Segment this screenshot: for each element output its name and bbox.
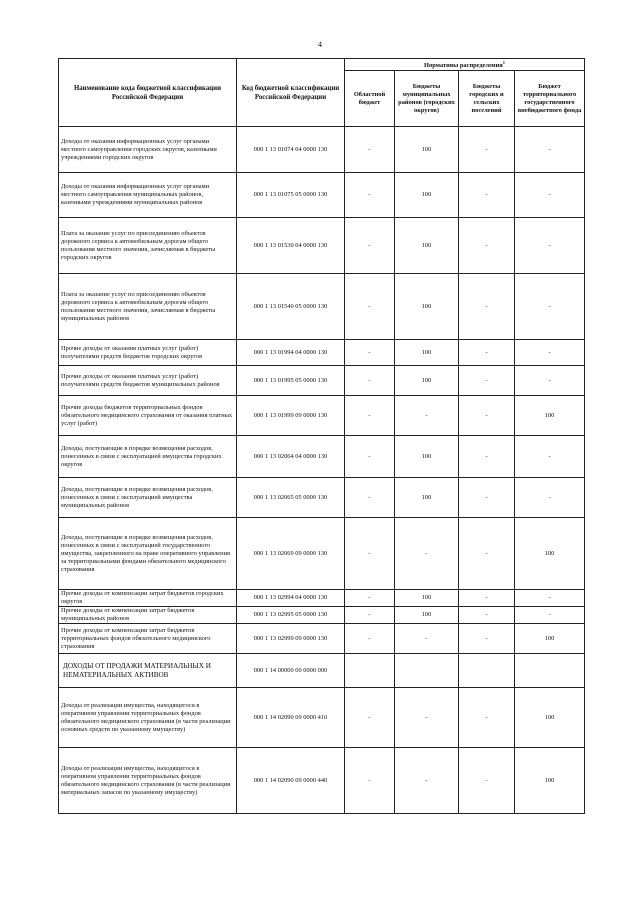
header-norms-title: Нормативы распределения bbox=[424, 62, 503, 70]
row-regional-value: - bbox=[345, 274, 395, 340]
row-regional-value: - bbox=[345, 590, 395, 607]
row-municipal-value: 100 bbox=[395, 218, 459, 274]
row-name: Прочие доходы от оказания платных услуг (работ) получателями средств бюджетов муниципальных районов bbox=[59, 366, 237, 396]
page-number: 4 bbox=[318, 40, 322, 49]
row-settlement-value: - bbox=[459, 340, 515, 366]
row-code: 000 1 13 01995 05 0000 130 bbox=[237, 366, 345, 396]
row-name: Доходы от реализации имущества, находящегося в оперативном управлении территориальных фондов обязательного медицинского страхования (в части реализации основных средств по указанному имуществу) bbox=[59, 688, 237, 748]
row-fund-value: - bbox=[515, 173, 585, 218]
row-municipal-value: - bbox=[395, 518, 459, 590]
row-name: Доходы, поступающие в порядке возмещения расходов, понесенных в связи с эксплуатацией государственного имущества, закрепленного на праве оперативного управления за территориальными фондами обязательного медицинского страхования bbox=[59, 518, 237, 590]
row-name: Прочие доходы от компенсации затрат бюджетов муниципальных районов bbox=[59, 607, 237, 624]
row-name: Прочие доходы бюджетов территориальных фондов обязательного медицинского страхования от оказания платных услуг (работ) bbox=[59, 396, 237, 436]
row-code: 000 1 13 01999 09 0000 130 bbox=[237, 396, 345, 436]
row-code: 000 1 13 01530 04 0000 130 bbox=[237, 218, 345, 274]
row-fund-value: - bbox=[515, 218, 585, 274]
row-municipal-value bbox=[395, 654, 459, 688]
row-regional-value: - bbox=[345, 436, 395, 478]
row-name: Прочие доходы от компенсации затрат бюджетов городских округов bbox=[59, 590, 237, 607]
row-fund-value: - bbox=[515, 127, 585, 173]
table-row bbox=[59, 436, 585, 478]
row-fund-value: - bbox=[515, 436, 585, 478]
row-municipal-value: 100 bbox=[395, 436, 459, 478]
row-settlement-value: - bbox=[459, 478, 515, 518]
budget-norms-table bbox=[58, 58, 585, 814]
table-row bbox=[59, 478, 585, 518]
table-row bbox=[59, 688, 585, 748]
row-code: 000 1 13 02064 04 0000 130 bbox=[237, 436, 345, 478]
table-row bbox=[59, 340, 585, 366]
row-fund-value bbox=[515, 654, 585, 688]
row-name: Доходы, поступающие в порядке возмещения расходов, понесенных в связи с эксплуатацией имущества городских округов bbox=[59, 436, 237, 478]
row-fund-value: 100 bbox=[515, 624, 585, 654]
row-fund-value: 100 bbox=[515, 518, 585, 590]
row-settlement-value: - bbox=[459, 607, 515, 624]
table-row bbox=[59, 173, 585, 218]
row-regional-value: - bbox=[345, 396, 395, 436]
row-regional-value: - bbox=[345, 127, 395, 173]
table-row bbox=[59, 127, 585, 173]
header-norms-footnote: 1 bbox=[502, 60, 505, 65]
header-code-column: Код бюджетной классификации Российской Федерации bbox=[237, 59, 345, 127]
row-fund-value: - bbox=[515, 607, 585, 624]
row-name: Плата за оказание услуг по присоединению объектов дорожного сервиса к автомобильным дорогам общего пользования местного значения, зачисляемая в бюджеты муниципальных районов bbox=[59, 274, 237, 340]
row-municipal-value: 100 bbox=[395, 478, 459, 518]
row-name: Плата за оказание услуг по присоединению объектов дорожного сервиса к автомобильным дорогам общего пользования местного значения, зачисляемая в бюджеты городских округов bbox=[59, 218, 237, 274]
row-code: 000 1 13 01074 04 0000 130 bbox=[237, 127, 345, 173]
row-regional-value: - bbox=[345, 607, 395, 624]
row-code: 000 1 13 02069 09 0000 130 bbox=[237, 518, 345, 590]
row-name: Доходы, поступающие в порядке возмещения расходов, понесенных в связи с эксплуатацией имущества муниципальных районов bbox=[59, 478, 237, 518]
header-regional-budget: Областной бюджет bbox=[345, 71, 395, 127]
row-municipal-value: 100 bbox=[395, 366, 459, 396]
row-settlement-value: - bbox=[459, 127, 515, 173]
row-regional-value: - bbox=[345, 173, 395, 218]
row-name: Прочие доходы от оказания платных услуг (работ) получателями средств бюджетов городских округов bbox=[59, 340, 237, 366]
row-fund-value: - bbox=[515, 274, 585, 340]
row-regional-value: - bbox=[345, 688, 395, 748]
row-municipal-value: - bbox=[395, 688, 459, 748]
row-regional-value: - bbox=[345, 518, 395, 590]
row-settlement-value: - bbox=[459, 396, 515, 436]
row-settlement-value bbox=[459, 654, 515, 688]
row-regional-value: - bbox=[345, 478, 395, 518]
table-row bbox=[59, 518, 585, 590]
table-row bbox=[59, 654, 585, 688]
table-row bbox=[59, 274, 585, 340]
row-code: 000 1 13 01540 05 0000 130 bbox=[237, 274, 345, 340]
row-fund-value: - bbox=[515, 366, 585, 396]
row-settlement-value: - bbox=[459, 366, 515, 396]
row-regional-value: - bbox=[345, 340, 395, 366]
header-norms bbox=[345, 59, 585, 71]
row-code: 000 1 13 02995 05 0000 130 bbox=[237, 607, 345, 624]
row-regional-value bbox=[345, 654, 395, 688]
row-name: Доходы от оказания информационных услуг органами местного самоуправления муниципальных районов, казенными учреждениями муниципальных районов bbox=[59, 173, 237, 218]
row-settlement-value: - bbox=[459, 624, 515, 654]
row-settlement-value: - bbox=[459, 748, 515, 814]
row-municipal-value: - bbox=[395, 396, 459, 436]
row-code: 000 1 13 02999 09 0000 130 bbox=[237, 624, 345, 654]
header-settlement-budgets: Бюджеты городских и сельских поселений bbox=[459, 71, 515, 127]
row-code: 000 1 13 02065 05 0000 130 bbox=[237, 478, 345, 518]
table-row bbox=[59, 366, 585, 396]
row-fund-value: - bbox=[515, 590, 585, 607]
table-row bbox=[59, 218, 585, 274]
row-settlement-value: - bbox=[459, 436, 515, 478]
table-row bbox=[59, 748, 585, 814]
row-municipal-value: - bbox=[395, 624, 459, 654]
table-row bbox=[59, 590, 585, 607]
row-settlement-value: - bbox=[459, 518, 515, 590]
row-settlement-value: - bbox=[459, 274, 515, 340]
row-fund-value: 100 bbox=[515, 396, 585, 436]
row-fund-value: 100 bbox=[515, 688, 585, 748]
row-municipal-value: 100 bbox=[395, 340, 459, 366]
row-name: ДОХОДЫ ОТ ПРОДАЖИ МАТЕРИАЛЬНЫХ И НЕМАТЕРИАЛЬНЫХ АКТИВОВ bbox=[59, 654, 237, 688]
row-municipal-value: 100 bbox=[395, 173, 459, 218]
row-municipal-value: 100 bbox=[395, 590, 459, 607]
table-row bbox=[59, 624, 585, 654]
row-code: 000 1 13 01075 05 0000 130 bbox=[237, 173, 345, 218]
row-regional-value: - bbox=[345, 748, 395, 814]
header-fund-budget: Бюджет территориального государственного внебюджетного фонда bbox=[515, 71, 585, 127]
row-fund-value: - bbox=[515, 340, 585, 366]
row-code: 000 1 14 00000 00 0000 000 bbox=[237, 654, 345, 688]
row-name: Доходы от оказания информационных услуг органами местного самоуправления городских округов, казенными учреждениями городских округов bbox=[59, 127, 237, 173]
row-settlement-value: - bbox=[459, 218, 515, 274]
row-fund-value: 100 bbox=[515, 748, 585, 814]
row-municipal-value: 100 bbox=[395, 607, 459, 624]
row-code: 000 1 13 02994 04 0000 130 bbox=[237, 590, 345, 607]
header-municipal-budgets: Бюджеты муниципальных районов (городских округов) bbox=[395, 71, 459, 127]
row-code: 000 1 13 01994 04 0000 130 bbox=[237, 340, 345, 366]
table-row bbox=[59, 607, 585, 624]
row-code: 000 1 14 02090 09 0000 410 bbox=[237, 688, 345, 748]
row-regional-value: - bbox=[345, 218, 395, 274]
row-settlement-value: - bbox=[459, 173, 515, 218]
header-name-column: Наименование кода бюджетной классификации Российской Федерации bbox=[59, 59, 237, 127]
row-municipal-value: - bbox=[395, 748, 459, 814]
row-name: Доходы от реализации имущества, находящегося в оперативном управлении территориальных фондов обязательного медицинского страхования (в части реализации материальных запасов по указанному имуществу) bbox=[59, 748, 237, 814]
row-fund-value: - bbox=[515, 478, 585, 518]
row-settlement-value: - bbox=[459, 590, 515, 607]
row-settlement-value: - bbox=[459, 688, 515, 748]
row-municipal-value: 100 bbox=[395, 274, 459, 340]
row-regional-value: - bbox=[345, 366, 395, 396]
row-municipal-value: 100 bbox=[395, 127, 459, 173]
row-code: 000 1 14 02090 09 0000 440 bbox=[237, 748, 345, 814]
row-regional-value: - bbox=[345, 624, 395, 654]
table-row bbox=[59, 396, 585, 436]
row-name: Прочие доходы от компенсации затрат бюджетов территориальных фондов обязательного медицинского страхования bbox=[59, 624, 237, 654]
